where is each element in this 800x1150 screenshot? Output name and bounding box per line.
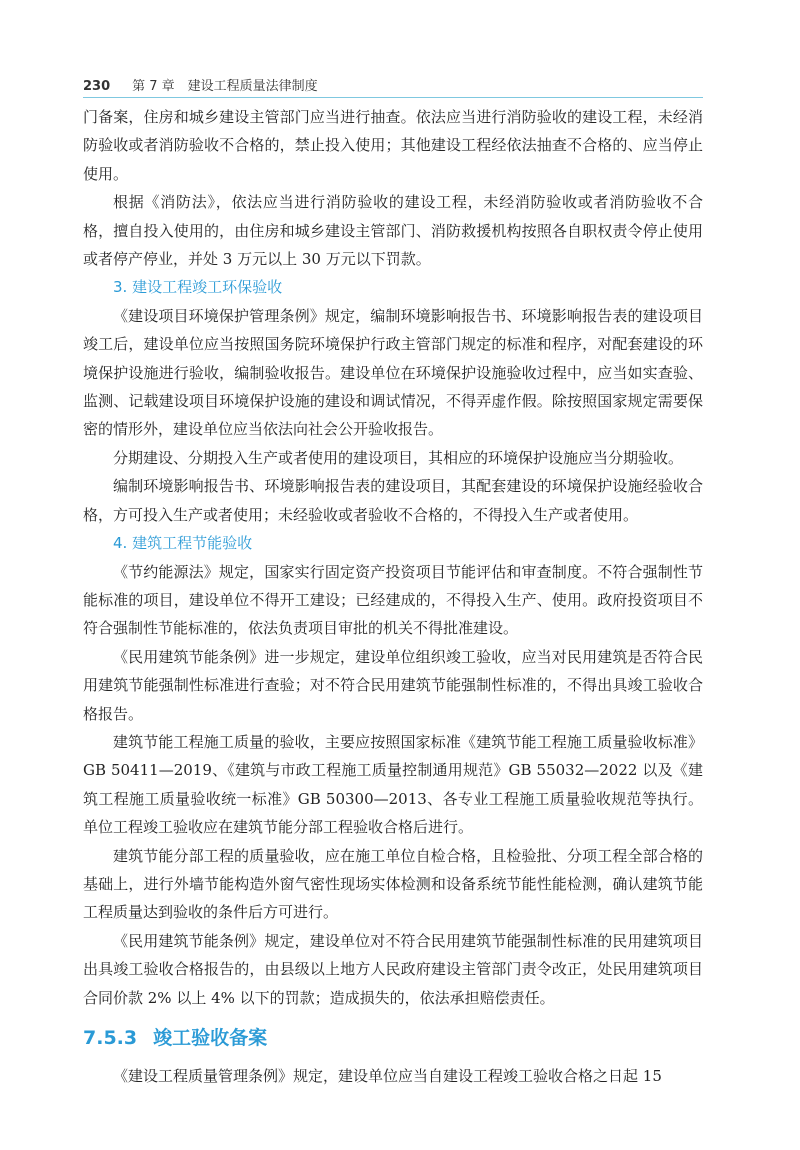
section-number: 7.5.3 <box>83 1027 138 1049</box>
paragraph: 分期建设、分期投入生产或者使用的建设项目，其相应的环境保护设施应当分期验收。 <box>113 448 684 467</box>
paragraph: 建筑节能分部工程的质量验收，应在施工单位自检合格，且检验批、分项工程全部合格的基础上，进行外墙节能构造外窗气密性现场实体检测和设备系统节能性能检测，确认建筑节能工程质量达到验收的条件后方可进行。 <box>83 846 703 922</box>
subsection-heading: 3. 建设工程竣工环保验收 <box>113 278 283 297</box>
section-title: 竣工验收备案 <box>153 1027 268 1049</box>
paragraph: 《民用建筑节能条例》规定，建设单位对不符合民用建筑节能强制性标准的民用建筑项目出具竣工验收合格报告的，由县级以上地方人民政府建设主管部门责令改正，处民用建筑项目合同价款 2% 以上 4% 以下的罚款；造成损失的，依法承担赔偿责任。 <box>83 931 703 1007</box>
page-body <box>83 103 703 1090</box>
section-heading <box>83 1021 703 1055</box>
header-rule <box>83 97 703 98</box>
paragraph: 《节约能源法》规定，国家实行固定资产投资项目节能评估和审查制度。不符合强制性节能标准的项目，建设单位不得开工建设；已经建成的，不得投入生产、使用。政府投资项目不符合强制性节能标准的，依法负责项目审批的机关不得批准建设。 <box>83 562 703 638</box>
paragraph: 《民用建筑节能条例》进一步规定，建设单位组织竣工验收，应当对民用建筑是否符合民用建筑节能强制性标准进行查验；对不符合民用建筑节能强制性标准的，不得出具竣工验收合格报告。 <box>83 647 703 723</box>
paragraph: 门备案，住房和城乡建设主管部门应当进行抽查。依法应当进行消防验收的建设工程，未经消防验收或者消防验收不合格的，禁止投入使用；其他建设工程经依法抽查不合格的、应当停止使用。 <box>83 108 703 183</box>
chapter-title: 第 7 章 建设工程质量法律制度 <box>132 79 318 94</box>
paragraph: 建筑节能工程施工质量的验收，主要应按照国家标准《建筑节能工程施工质量验收标准》GB 50411—2019、《建筑与市政工程施工质量控制通用规范》GB 55032—2022 以及《建筑工程施工质量验收统一标准》GB 50300—2013、各专业工程施工质量验收规范等执行。单位工程竣工验收应在建筑节能分部工程验收合格后进行。 <box>83 732 703 837</box>
paragraph: 根据《消防法》，依法应当进行消防验收的建设工程，未经消防验收或者消防验收不合格，擅自投入使用的，由住房和城乡建设主管部门、消防救援机构按照各自职权责令停止使用或者停产停业，并处 3 万元以上 30 万元以下罚款。 <box>83 193 703 269</box>
subsection-heading: 4. 建筑工程节能验收 <box>113 534 253 553</box>
running-header <box>83 70 703 94</box>
paragraph: 《建设工程质量管理条例》规定，建设单位应当自建设工程竣工验收合格之日起 15 <box>113 1067 662 1085</box>
paragraph: 《建设项目环境保护管理条例》规定，编制环境影响报告书、环境影响报告表的建设项目竣工后，建设单位应当按照国务院环境保护行政主管部门规定的标准和程序，对配套建设的环境保护设施进行验收，编制验收报告。建设单位在环境保护设施验收过程中，应当如实查验、监测、记载建设项目环境保护设施的建设和调试情况，不得弄虚作假。除按照国家规定需要保密的情形外，建设单位应当依法向社会公开验收报告。 <box>83 306 703 439</box>
paragraph: 编制环境影响报告书、环境影响报告表的建设项目，其配套建设的环境保护设施经验收合格，方可投入生产或者使用；未经验收或者验收不合格的，不得投入生产或者使用。 <box>83 477 703 524</box>
page-number: 230 <box>83 79 111 94</box>
